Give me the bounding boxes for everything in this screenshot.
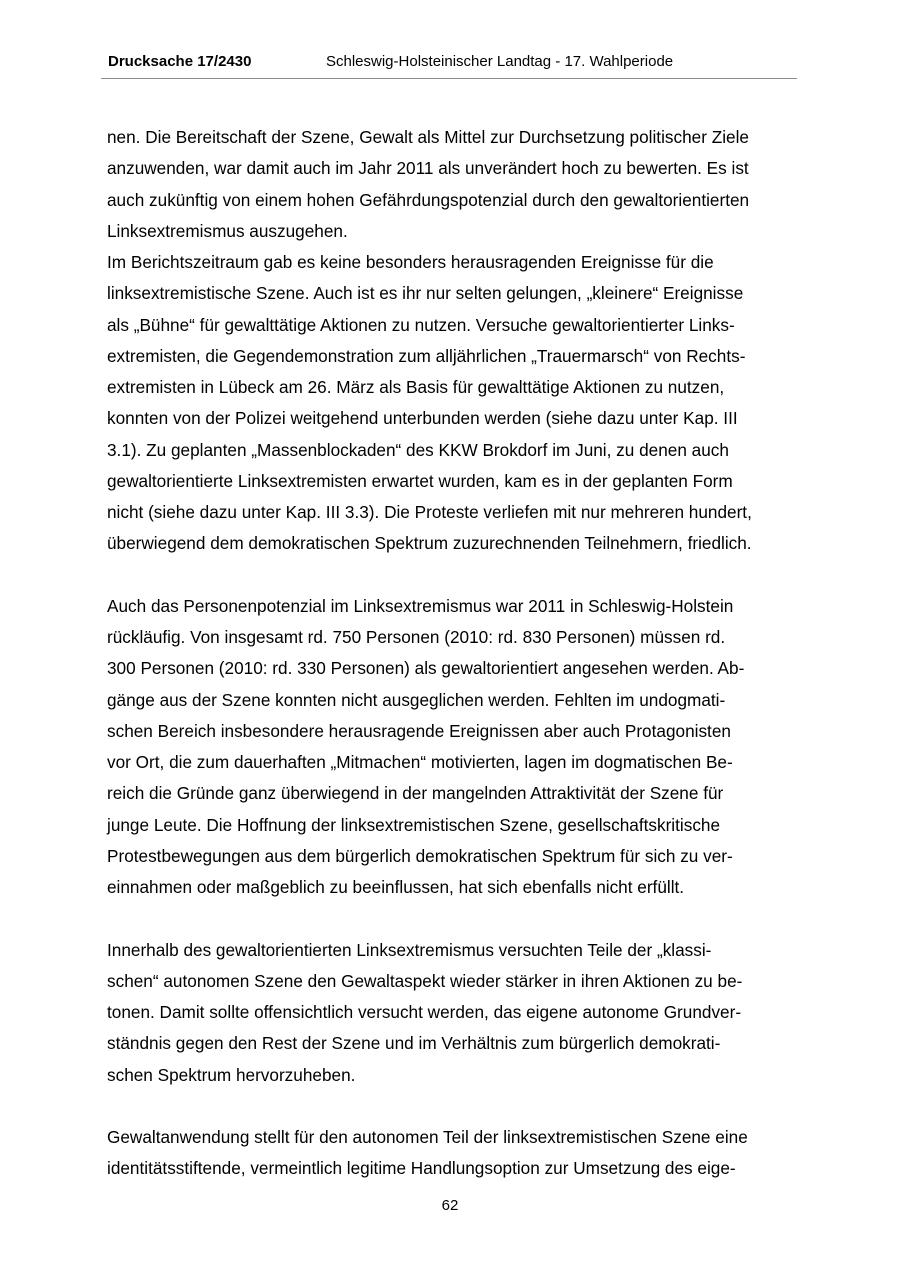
text-line: Innerhalb des gewaltorientierten Linksextremismus versuchten Teile der „klassi- [107,939,712,960]
text-line: nen. Die Bereitschaft der Szene, Gewalt als Mittel zur Durchsetzung politischer Ziele [107,127,749,147]
text-line: Protestbewegungen aus dem bürgerlich demokratischen Spektrum für sich zu ver- [107,845,733,866]
text-line: schen“ autonomen Szene den Gewaltaspekt wieder stärker in ihren Aktionen zu be- [107,970,743,991]
text-line: Im Berichtszeitraum gab es keine besonders herausragenden Ereignisse für die [107,252,714,272]
text-line: vor Ort, die zum dauerhaften „Mitmachen“ motivierten, lagen im dogmatischen Be- [107,752,733,772]
body-text [107,122,797,1185]
text-line: Linksextremismus auszugehen. [107,220,348,241]
text-line: auch zukünftig von einem hohen Gefährdungspotenzial durch den gewaltorientierten [107,189,750,210]
text-line: extremisten, die Gegendemonstration zum alljährlichen „Trauermarsch“ von Rechts- [107,345,746,366]
text-line: nicht (siehe dazu unter Kap. III 3.3). Die Proteste verliefen mit nur mehreren hundert, [107,502,752,522]
text-line: als „Bühne“ für gewalttätige Aktionen zu nutzen. Versuche gewaltorientierter Links- [107,314,735,335]
text-line: ständnis gegen den Rest der Szene und im Verhältnis zum bürgerlich demokrati- [107,1033,721,1054]
paragraph [107,247,797,560]
document-number: Drucksache 17/2430 [108,53,252,70]
text-line: anzuwenden, war damit auch im Jahr 2011 als unverändert hoch zu bewerten. Es ist [107,158,749,179]
text-line: gänge aus der Szene konnten nicht ausgeglichen werden. Fehlten im undogmati- [107,689,726,710]
page-number: 62 [441,1197,459,1214]
paragraph [107,935,797,1091]
text-line: extremisten in Lübeck am 26. März als Basis für gewalttätige Aktionen zu nutzen, [107,377,725,397]
text-line: 3.1). Zu geplanten „Massenblockaden“ des KKW Brokdorf im Juni, zu denen auch [107,439,729,460]
text-line: linksextremistische Szene. Auch ist es ihr nur selten gelungen, „kleinere“ Ereignisse [107,283,744,304]
text-line: 300 Personen (2010: rd. 330 Personen) als gewaltorientiert angesehen werden. Ab- [107,658,745,679]
paragraph-spacer [107,1091,797,1122]
text-line: konnten von der Polizei weitgehend unterbunden werden (siehe dazu unter Kap. III [107,408,738,429]
document-header-title: Schleswig-Holsteinischer Landtag - 17. Wahlperiode [326,53,674,70]
text-line: identitätsstiftende, vermeintlich legitime Handlungsoption zur Umsetzung des eige- [107,1158,736,1179]
text-line: einnahmen oder maßgeblich zu beeinflussen, hat sich ebenfalls nicht erfüllt. [107,877,685,897]
paragraph-spacer [107,560,797,591]
paragraph [107,591,797,904]
text-line: schen Bereich insbesondere herausragende Ereignissen aber auch Protagonisten [107,720,731,741]
text-line: rückläufig. Von insgesamt rd. 750 Personen (2010: rd. 830 Personen) müssen rd. [107,627,726,647]
text-line: Gewaltanwendung stellt für den autonomen Teil der linksextremistischen Szene eine [107,1127,748,1147]
text-line: schen Spektrum hervorzuheben. [107,1064,356,1085]
text-line: reich die Gründe ganz überwiegend in der mangelnden Attraktivität der Szene für [107,783,724,804]
paragraph-spacer [107,903,797,934]
text-line: Auch das Personenpotenzial im Linksextremismus war 2011 in Schleswig-Holstein [107,595,734,616]
text-line: junge Leute. Die Hoffnung der linksextremistischen Szene, gesellschaftskritische [107,814,721,835]
paragraph [107,122,797,247]
text-line: tonen. Damit sollte offensichtlich versucht werden, das eigene autonome Grundver- [107,1002,742,1022]
page-header [101,51,797,79]
paragraph [107,1122,797,1185]
text-line: gewaltorientierte Linksextremisten erwartet wurden, kam es in der geplanten Form [107,470,733,491]
text-line: überwiegend dem demokratischen Spektrum zuzurechnenden Teilnehmern, friedlich. [107,533,752,554]
